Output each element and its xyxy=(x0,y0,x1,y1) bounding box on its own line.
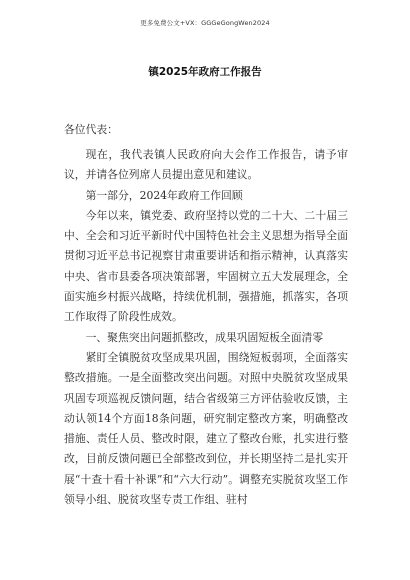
document-title: 镇2025年政府工作报告 xyxy=(148,66,262,78)
section-heading: 第一部分，2024年政府工作回顾 xyxy=(85,188,243,202)
subsection-heading: 一、聚焦突出问题抓整改，成果巩固短板全面清零 xyxy=(85,330,324,344)
paragraph-rectification: 紧盯全镇脱贫攻坚成果巩固，围绕短板弱项，全面落实整改措施。一是全面整改突出问题。对照中央脱贫攻坚成果巩固专项巡视反馈问题，结合省级第三方评估验收反馈，主动认领14个方面18条问题，研究制定整改方案，明确整改措施、责任人员、整改时限，建立了整改台账，扎实进行整改，目前反馈问题已全部整改到位，并长期坚持二是扎实开展“十查十看十补课”和“六大行动”。调整充实脱贫攻坚工作领导小组、脱贫攻坚专责工作组、驻村 xyxy=(64,350,348,507)
salutation: 各位代表： xyxy=(64,123,118,136)
paragraph-overview: 今年以来，镇党委、政府坚持以党的二十大、二十届三中、全会和习近平新时代中国特色社会主义思想为指导全面贯彻习近平总书记视察甘肃重要讲话和指示精神，认真落实中央、省市县委各项决策部署，牢固树立五大发展理念，全面实施乡村振兴战略，持续优机制，强措施，抓落实，各项工作取得了阶段性成效。 xyxy=(64,208,348,324)
document-body xyxy=(64,145,348,510)
paragraph-intro: 现在，我代表镇人民政府向大会作工作报告，请予审议，并请各位列席人员提出意见和建议。 xyxy=(64,148,348,182)
salutation-block xyxy=(64,120,348,140)
header-note: 更多免费公文+VX：GGGeGongWen2024 xyxy=(140,19,270,27)
